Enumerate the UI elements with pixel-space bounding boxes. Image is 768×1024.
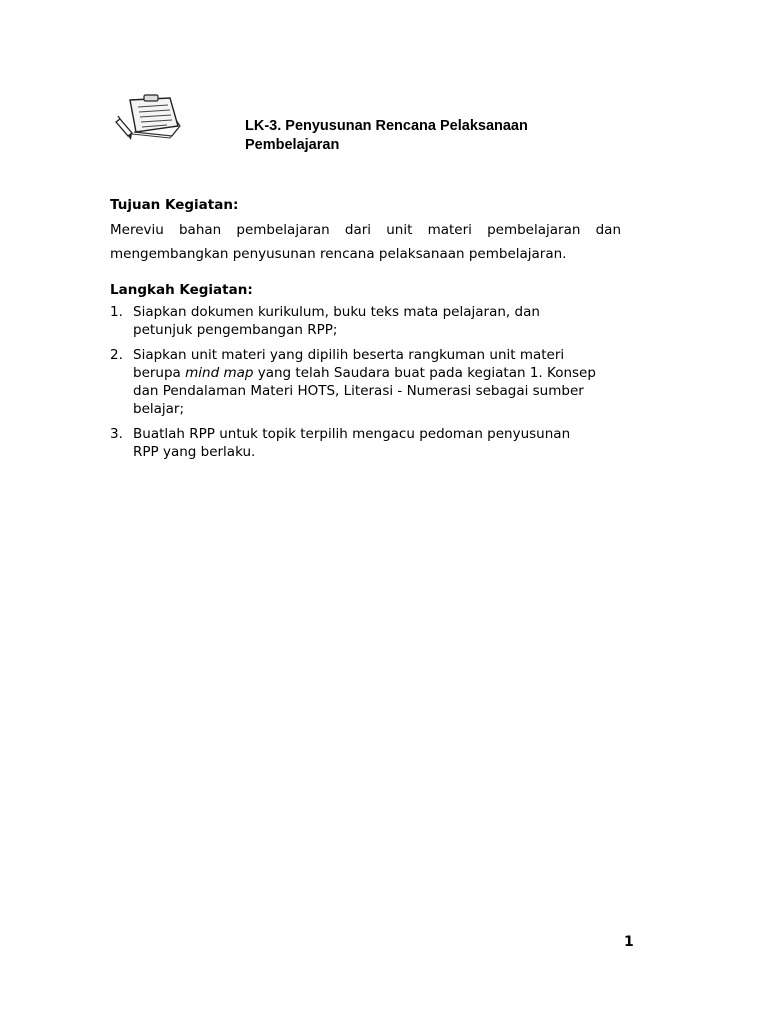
list-item-text: Buatlah RPP untuk topik terpilih mengacu pedoman penyusunan [133,426,571,442]
list-item [110,346,630,418]
clipboard-with-pen-icon [112,92,184,142]
list-item [110,425,630,461]
steps-heading: Langkah Kegiatan: [110,282,253,298]
list-item-text: petunjuk pengembangan RPP; [133,322,338,338]
page-title-line-1: LK-3. Penyusunan Rencana Pelaksanaan [245,118,528,134]
purpose-paragraph [110,218,621,266]
purpose-line-1: Mereviu bahan pembelajaran dari unit materi pembelajaran dan [110,222,621,238]
list-item-number: 1. [110,304,123,320]
list-item-text: Siapkan unit materi yang dipilih beserta rangkuman unit materi [133,347,565,363]
list-item-text: Siapkan dokumen kurikulum, buku teks mata pelajaran, dan [133,304,540,320]
list-item-text: dan Pendalaman Materi HOTS, Literasi - Numerasi sebagai sumber [133,383,584,399]
emphasis-text: mind map [185,365,254,381]
list-item-text: belajar; [133,401,185,417]
page-title [245,117,625,155]
list-item-text-mixed [133,364,630,382]
purpose-line-2: mengembangkan penyusunan rencana pelaksanaan pembelajaran. [110,246,567,262]
purpose-heading: Tujuan Kegiatan: [110,197,239,213]
list-item-text: yang telah Saudara buat pada kegiatan 1. Konsep [253,365,596,381]
steps-list [110,303,630,468]
list-item-number: 3. [110,426,123,442]
list-item-text: berupa [133,365,186,381]
list-item-number: 2. [110,347,123,363]
list-item-text: RPP yang berlaku. [133,444,256,460]
list-item [110,303,630,339]
page-number: 1 [624,934,634,950]
page-title-line-2: Pembelajaran [245,137,340,153]
